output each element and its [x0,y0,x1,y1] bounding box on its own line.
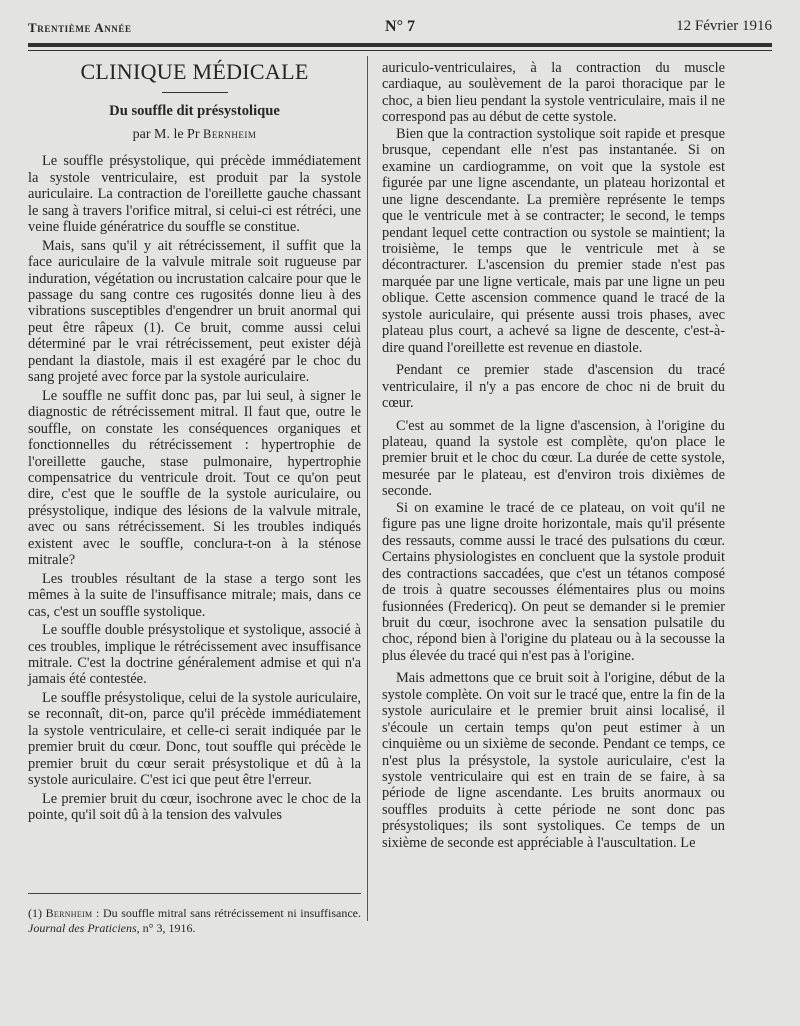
column-divider [367,56,368,921]
footnote-journal: Journal des Praticiens [28,921,137,935]
volume-label: Trentième Année [28,20,132,35]
footnote-marker: (1) [28,906,42,920]
footnote-text: : Du souffle mitral sans rétrécissement ni insuffisance. [92,906,361,920]
paragraph: Les troubles résultant de la stase a tergo sont les mêmes à la suite de l'insuffisance mitrale; mais, dans ce cas, c'est un souffle systolique. [28,570,361,620]
right-column [382,60,725,851]
section-title: CLINIQUE MÉDICALE [80,59,309,84]
paragraph: Le souffle ne suffit donc pas, par lui seul, à signer le diagnostic de rétrécissement mitral. Il faut que, outre le souffle, on constate les conséquences organiques et fonctionnelles du rétrécissement : hypertrophie de l'oreillette gauche, stase pulmonaire, hypertrophie compensatrice du ventricule droit. Tout ce qu'on peut dire, c'est que le souffle de la systole auriculaire, ou présystolique, indique des lésions de la valvule mitrale, avec ou sans rétrécissement. Si les troubles indiqués existent avec le souffle, conclura-t-on à la sténose mitrale? [28,387,361,569]
footnote-rule [28,893,361,894]
left-column [28,60,361,823]
paragraph: Si on examine le tracé de ce plateau, on voit qu'il ne figure pas une ligne droite horizontale, mais qu'il présente des ressauts, comme aussi le tracé des pulsations du cœur. Certains physiologistes en concluent que la systole produit des contractions saccadées, que c'est un tétanos composé de trois à quatre secousses élémentaires plus ou moins fusionnées (Fredericq). On peut se demander si le premier bruit du cœur, isochrone avec la sensation pulsatile du choc, répond bien à l'origine du plateau ou à la secousse la plus élevée du tracé qui n'est pas à l'origine. [382,499,725,664]
paragraph: Le souffle présystolique, qui précède immédiatement la systole ventriculaire, est produit par la systole auriculaire. La contraction de l'oreillette gauche chassant le sang à travers l'orifice mitral, si celui-ci est rétréci, une veine fluide génératrice du souffle se constitue. [28,153,361,236]
byline-prefix: par M. le Pr [132,126,200,142]
header-rule-thin [28,50,772,51]
paragraph: Bien que la contraction systolique soit rapide et presque brusque, cependant elle n'est pas instantanée. Si on examine un cardiogramme, on voit que la systole est figurée par une ligne ascendante, un plateau horizontal et une ligne descendante. La première représente le temps que le ventricule met à se contracter; le second, le temps pendant lequel cette contraction ou systole se maintient; la troisième, le temps que le ventricule met à se décontracturer. L'ascension du premier stade n'est pas marquée par une ligne verticale, mais par une ligne un peu oblique. Cette ascension commence quand le tracé de la systole auriculaire, qui présente aussi trois phases, avec plateau plus court, a achevé sa ligne de descente, c'est-à-dire quand l'oreillette est revenue en diastole. [382,125,725,356]
paragraph: Le souffle présystolique, celui de la systole auriculaire, se reconnaît, dit-on, parce qu'il précède immédiatement la systole ventriculaire, et celle-ci serait indiquée par le premier bruit du cœur. Donc, tout souffle qui précède le premier bruit du cœur serait présystolique et dû à la systole auriculaire. C'est ici que peut être l'erreur. [28,689,361,789]
issue-number: N° 7 [385,18,415,35]
byline [28,126,361,143]
title-divider [162,92,228,93]
paragraph: auriculo-ventriculaires, à la contraction du muscle cardiaque, au soulèvement de la paroi thoracique par le choc, a bien lieu pendant la systole ventriculaire, mais il ne correspond pas au début de cette systole. [382,60,725,126]
footnote [28,906,361,936]
article-title: Du souffle dit présystolique [109,103,280,120]
paragraph: Mais, sans qu'il y ait rétrécissement, il suffit que la face auriculaire de la valvule mitrale soit rugueuse par induration, végétation ou incrustation calcaire pour que le passage du sang contre ces rugosités donne lieu à des vibrations susceptibles d'engendrer un bruit anormal qui peut être râpeux (1). Ce bruit, comme aussi celui déterminé par le vrai rétrécissement, peut exister déjà pendant la diastole, mais il est exagéré par le choc du sang projeté avec force par la systole auriculaire. [28,237,361,386]
byline-author: Bernheim [203,126,257,141]
paragraph: Le premier bruit du cœur, isochrone avec le choc de la pointe, qu'il soit dû à la tension des valvules [28,790,361,824]
paragraph: C'est au sommet de la ligne d'ascension, à l'origine du plateau, quand la systole est complète, qu'on place le premier bruit et le choc du cœur. La durée de cette systole, mesurée par le plateau, est d'environ trois dixièmes de seconde. [382,417,725,500]
header-rule-thick [28,43,772,47]
footnote-author: Bernheim [45,906,93,920]
paragraph: Mais admettons que ce bruit soit à l'origine, début de la systole complète. On voit sur le tracé que, entre la fin de la systole auriculaire et le premier bruit ainsi localisé, il s'écoule un certain temps qu'on peut estimer à un cinquième ou un sixième de seconde. Pendant ce temps, ce n'est plus la présystole, la systole auriculaire, c'est la systole ventriculaire qui est en train de se faire, à sa période de ligne ascendante. Les bruits anormaux ou souffles produits à cette période ne sont donc pas présystoliques; ils sont systoliques. Ce temps de un sixième de seconde est appréciable à l'auscultation. Le [382,670,725,851]
issue-date: 12 Février 1916 [676,18,772,34]
paragraph: Pendant ce premier stade d'ascension du tracé ventriculaire, il n'y a pas encore de choc ni de bruit du cœur. [382,362,725,412]
page-header [28,18,772,38]
paragraph: Le souffle double présystolique et systolique, associé à ces troubles, implique le rétrécissement avec insuffisance mitrale. C'est la doctrine généralement admise et qui n'a jamais été contestée. [28,622,361,688]
footnote-issue: , n° 3, 1916. [136,921,196,935]
